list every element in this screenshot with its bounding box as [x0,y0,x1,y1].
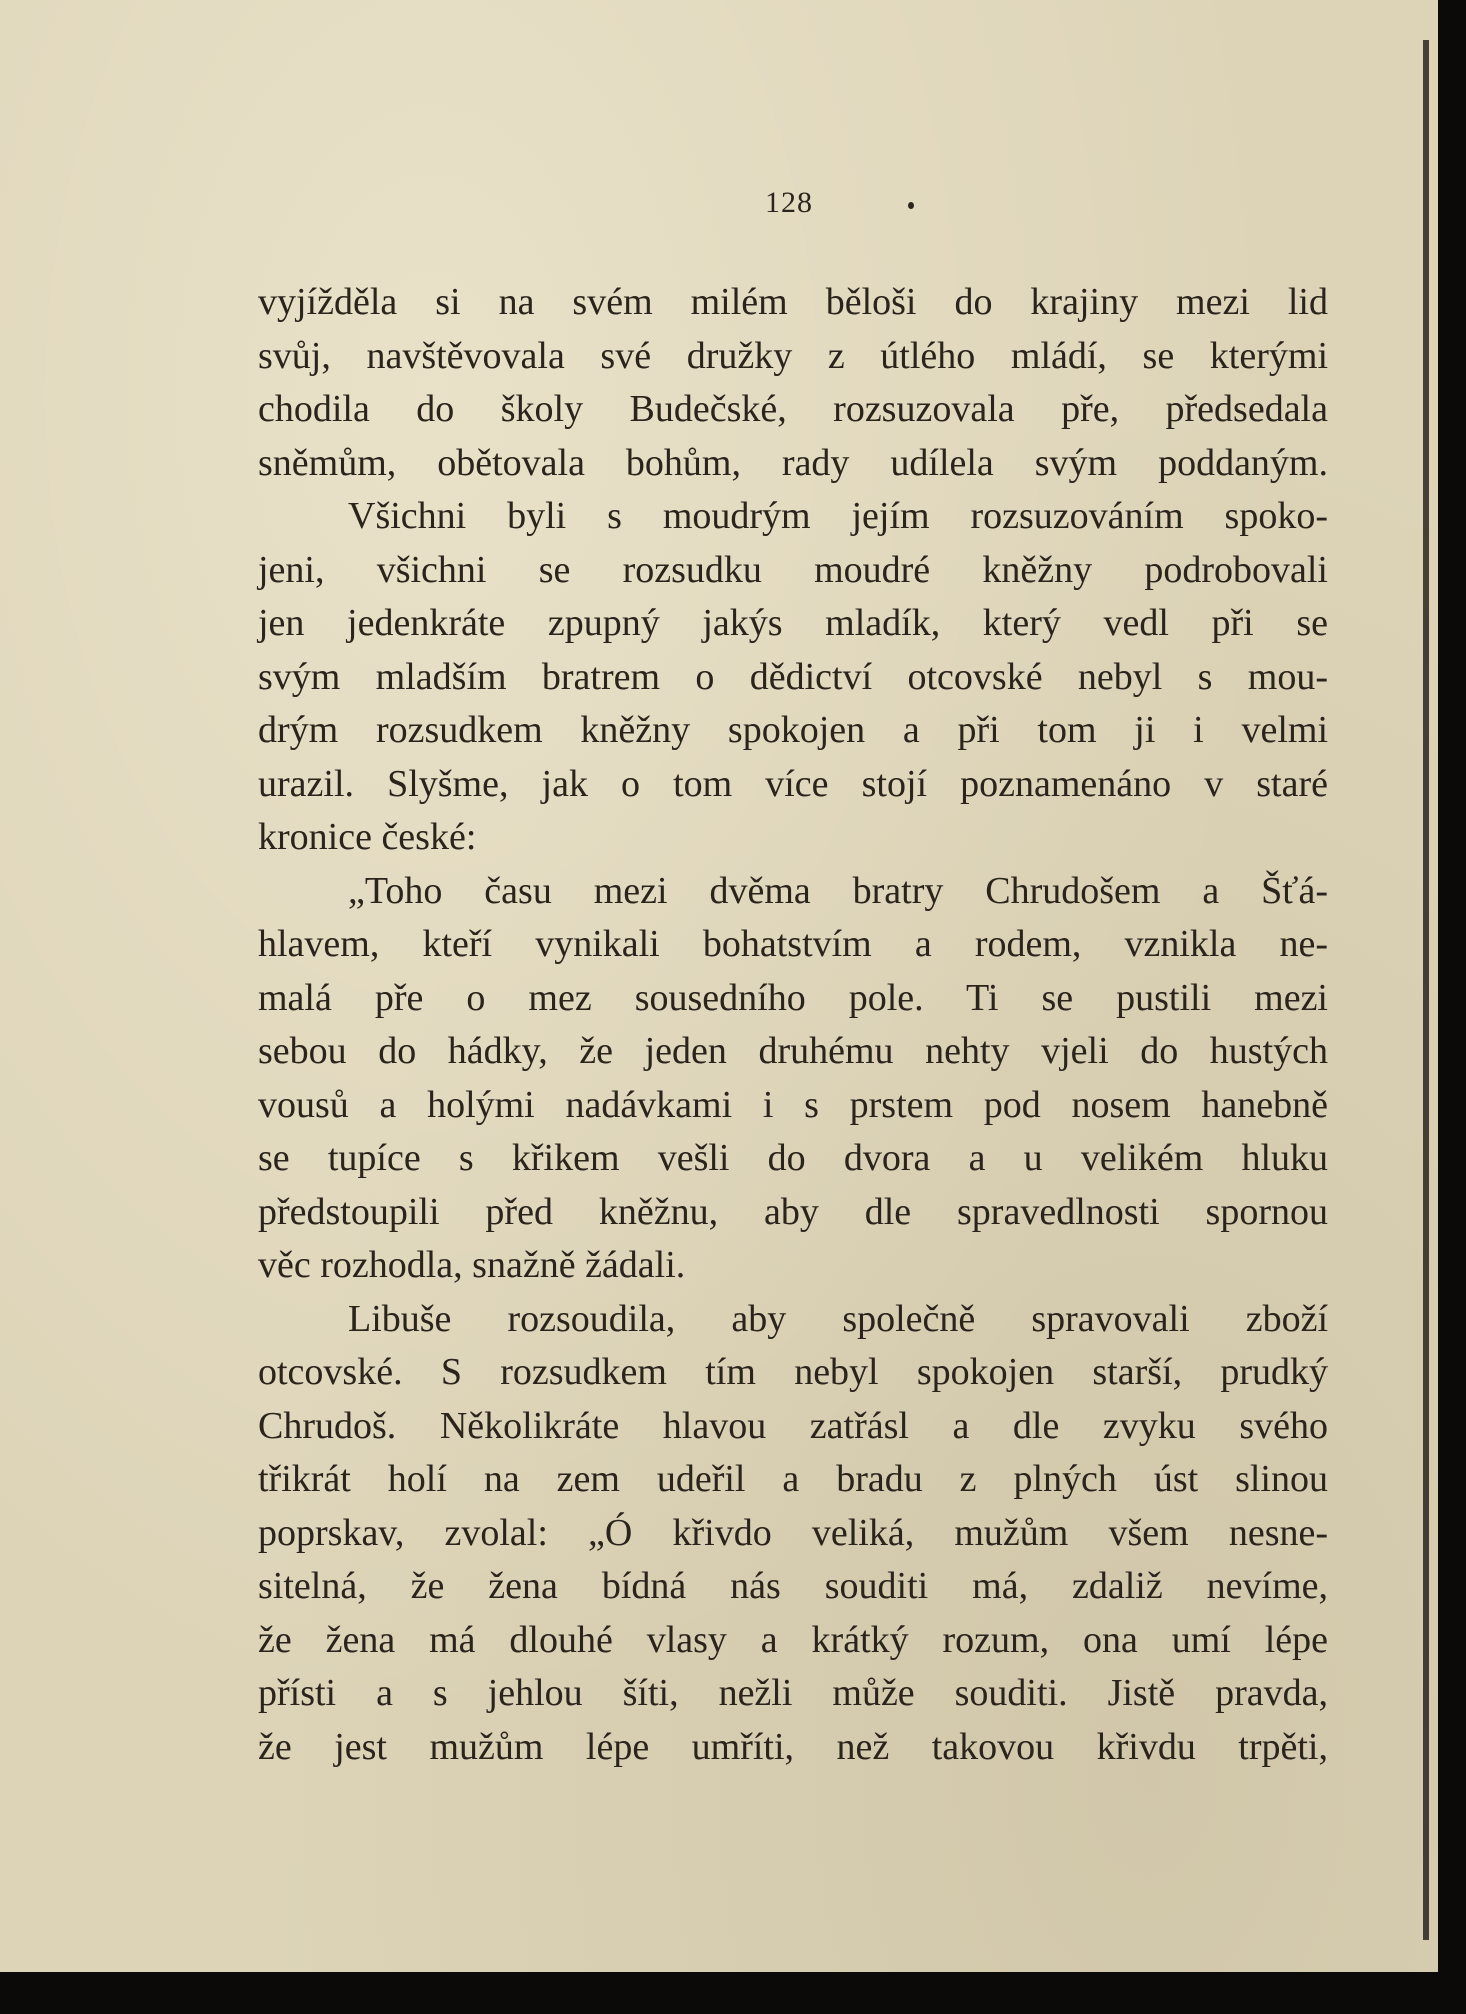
text-line: Všichni byli s moudrým jejím rozsuzováním spoko- [348,495,1328,537]
text-line: sebou do hádky, že jeden druhému nehty vjeli do hustých [258,1030,1328,1072]
text-line: Chrudoš. Několikráte hlavou zatřásl a dle zvyku svého [258,1404,1328,1447]
text-line: věc rozhodla, snažně žádali. [258,1244,686,1286]
text-line: sitelná, že žena bídná nás souditi má, zdaliž nevíme, [258,1565,1328,1607]
text-line: otcovské. S rozsudkem tím nebyl spokojen starší, prudký [258,1351,1328,1393]
text-line: přísti a s jehlou šíti, nežli může souditi. Jistě pravda, [258,1672,1328,1714]
page-number: 128 [765,186,813,219]
text-line: vousů a holými nadávkami i s prstem pod nosem hanebně [258,1083,1328,1126]
text-line: urazil. Slyšme, jak o tom více stojí poznamenáno v staré [258,762,1328,805]
text-line: Libuše rozsoudila, aby společně spravovali zboží [348,1297,1328,1340]
page-edge-shadow [1423,40,1429,1940]
ink-speck [908,202,914,209]
text-line: se tupíce s křikem vešli do dvora a u velikém hluku [258,1137,1328,1179]
text-line: že žena má dlouhé vlasy a krátký rozum, ona umí lépe [258,1618,1328,1661]
text-line: kronice české: [258,816,477,858]
text-line: sněmům, obětovala bohům, rady udílela svým poddaným. [258,441,1328,484]
text-line: předstoupili před kněžnu, aby dle spravedlnosti spornou [258,1190,1328,1233]
text-line: jeni, všichni se rozsudku moudré kněžny podrobovali [258,548,1328,591]
body-text [258,276,1328,1774]
text-line: malá pře o mez sousedního pole. Ti se pustili mezi [258,976,1328,1019]
text-line: vyjížděla si na svém milém běloši do krajiny mezi lid [258,281,1328,323]
text-line: hlavem, kteří vynikali bohatstvím a rodem, vznikla ne- [258,923,1328,965]
text-line: jen jedenkráte zpupný jakýs mladík, který vedl při se [258,602,1328,644]
text-line: drým rozsudkem kněžny spokojen a při tom ji i velmi [258,709,1328,751]
text-line: chodila do školy Budečské, rozsuzovala pře, předsedala [258,388,1328,430]
text-line: že jest mužům lépe umříti, než takovou křivdu trpěti, [258,1725,1328,1768]
text-line: třikrát holí na zem udeřil a bradu z plných úst slinou [258,1458,1328,1500]
text-line: svůj, navštěvovala své družky z útlého mládí, se kterými [258,334,1328,377]
text-line: „Toho času mezi dvěma bratry Chrudošem a Šťá- [348,869,1328,912]
text-line: svým mladším bratrem o dědictví otcovské nebyl s mou- [258,655,1328,698]
text-line: poprskav, zvolal: „Ó křivdo veliká, mužům všem nesne- [258,1511,1328,1554]
